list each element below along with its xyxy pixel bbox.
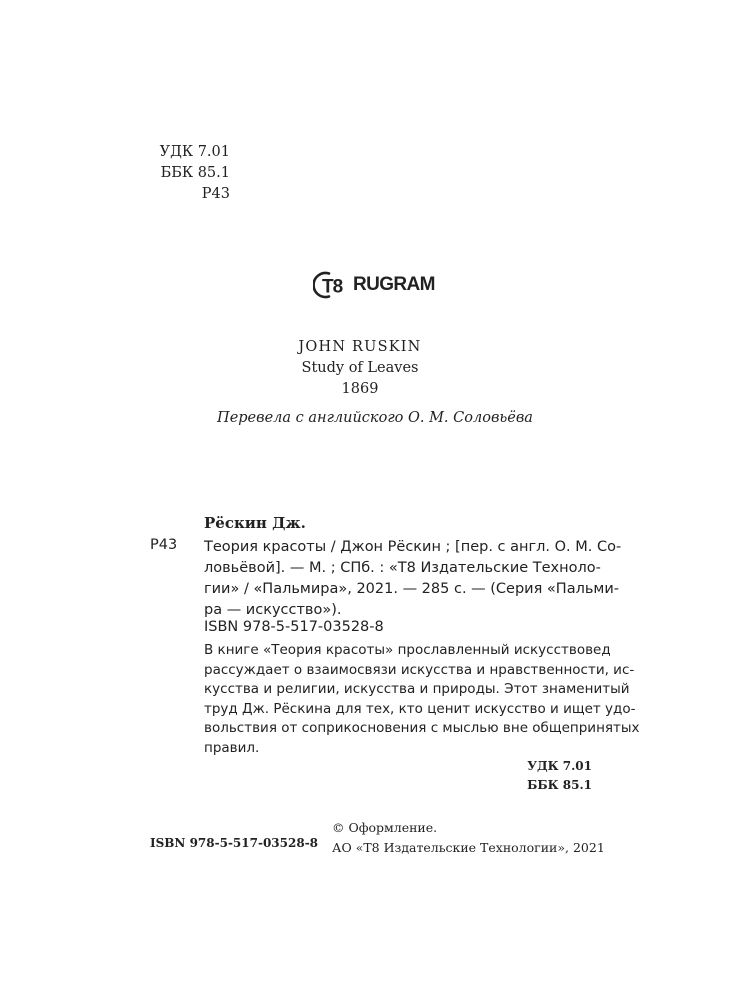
author-mark: Р43 bbox=[201, 186, 230, 202]
original-author: JOHN RUSKIN bbox=[298, 339, 422, 355]
annotation bbox=[204, 641, 640, 758]
copyright-line-2: АО «Т8 Издательские Технологии», 2021 bbox=[332, 840, 605, 855]
logo-mark-text: Т8 bbox=[322, 276, 343, 298]
annotation-line: рассуждает о взаимосвязи искусства и нравственности, ис- bbox=[204, 661, 635, 678]
bib-line: ловьёвой]. — М. ; СПб. : «Т8 Издательские Техноло- bbox=[204, 560, 601, 576]
annotation-line: вольствия от соприкосновения с мыслью вне общепринятых bbox=[204, 720, 640, 736]
bib-line: ра — искусство»). bbox=[204, 602, 342, 618]
bib-isbn: ISBN 978-5-517-03528-8 bbox=[204, 619, 384, 635]
copyright-line-1: © Оформление. bbox=[332, 820, 438, 835]
annotation-line: В книге «Теория красоты» прославленный искусствовед bbox=[204, 642, 611, 658]
original-year: 1869 bbox=[341, 381, 379, 397]
udk-code-right: УДК 7.01 bbox=[527, 759, 592, 773]
bib-heading: Рёскин Дж. bbox=[204, 514, 306, 532]
classification-right bbox=[527, 757, 592, 795]
bib-description bbox=[204, 537, 622, 621]
classification-block bbox=[150, 142, 230, 205]
bib-line: гии» / «Пальмира», 2021. — 285 с. — (Серия «Пальми- bbox=[204, 581, 619, 597]
bib-index: Р43 bbox=[150, 537, 178, 553]
bbk-code: ББК 85.1 bbox=[160, 165, 230, 181]
footer-isbn: ISBN 978-5-517-03528-8 bbox=[150, 836, 319, 850]
copyright-notice bbox=[332, 818, 605, 858]
bib-line: Теория красоты / Джон Рёскин ; [пер. с англ. О. М. Со- bbox=[204, 539, 622, 555]
translator-line: Перевела с английского О. М. Соловьёва bbox=[217, 410, 533, 426]
logo-name: RUGRAM bbox=[353, 274, 435, 295]
annotation-line: кусства и религии, искусства и природы. Этот знаменитый bbox=[204, 681, 630, 697]
t8-logo-mark-icon bbox=[313, 270, 351, 300]
udk-code: УДК 7.01 bbox=[159, 144, 230, 160]
annotation-line: труд Дж. Рёскина для тех, кто ценит искусство и ищет удо- bbox=[204, 700, 636, 717]
original-edition bbox=[250, 337, 470, 400]
annotation-line: правил. bbox=[204, 739, 260, 756]
bbk-code-right: ББК 85.1 bbox=[527, 778, 592, 792]
original-title: Study of Leaves bbox=[301, 360, 419, 376]
publisher-logo bbox=[313, 265, 435, 305]
